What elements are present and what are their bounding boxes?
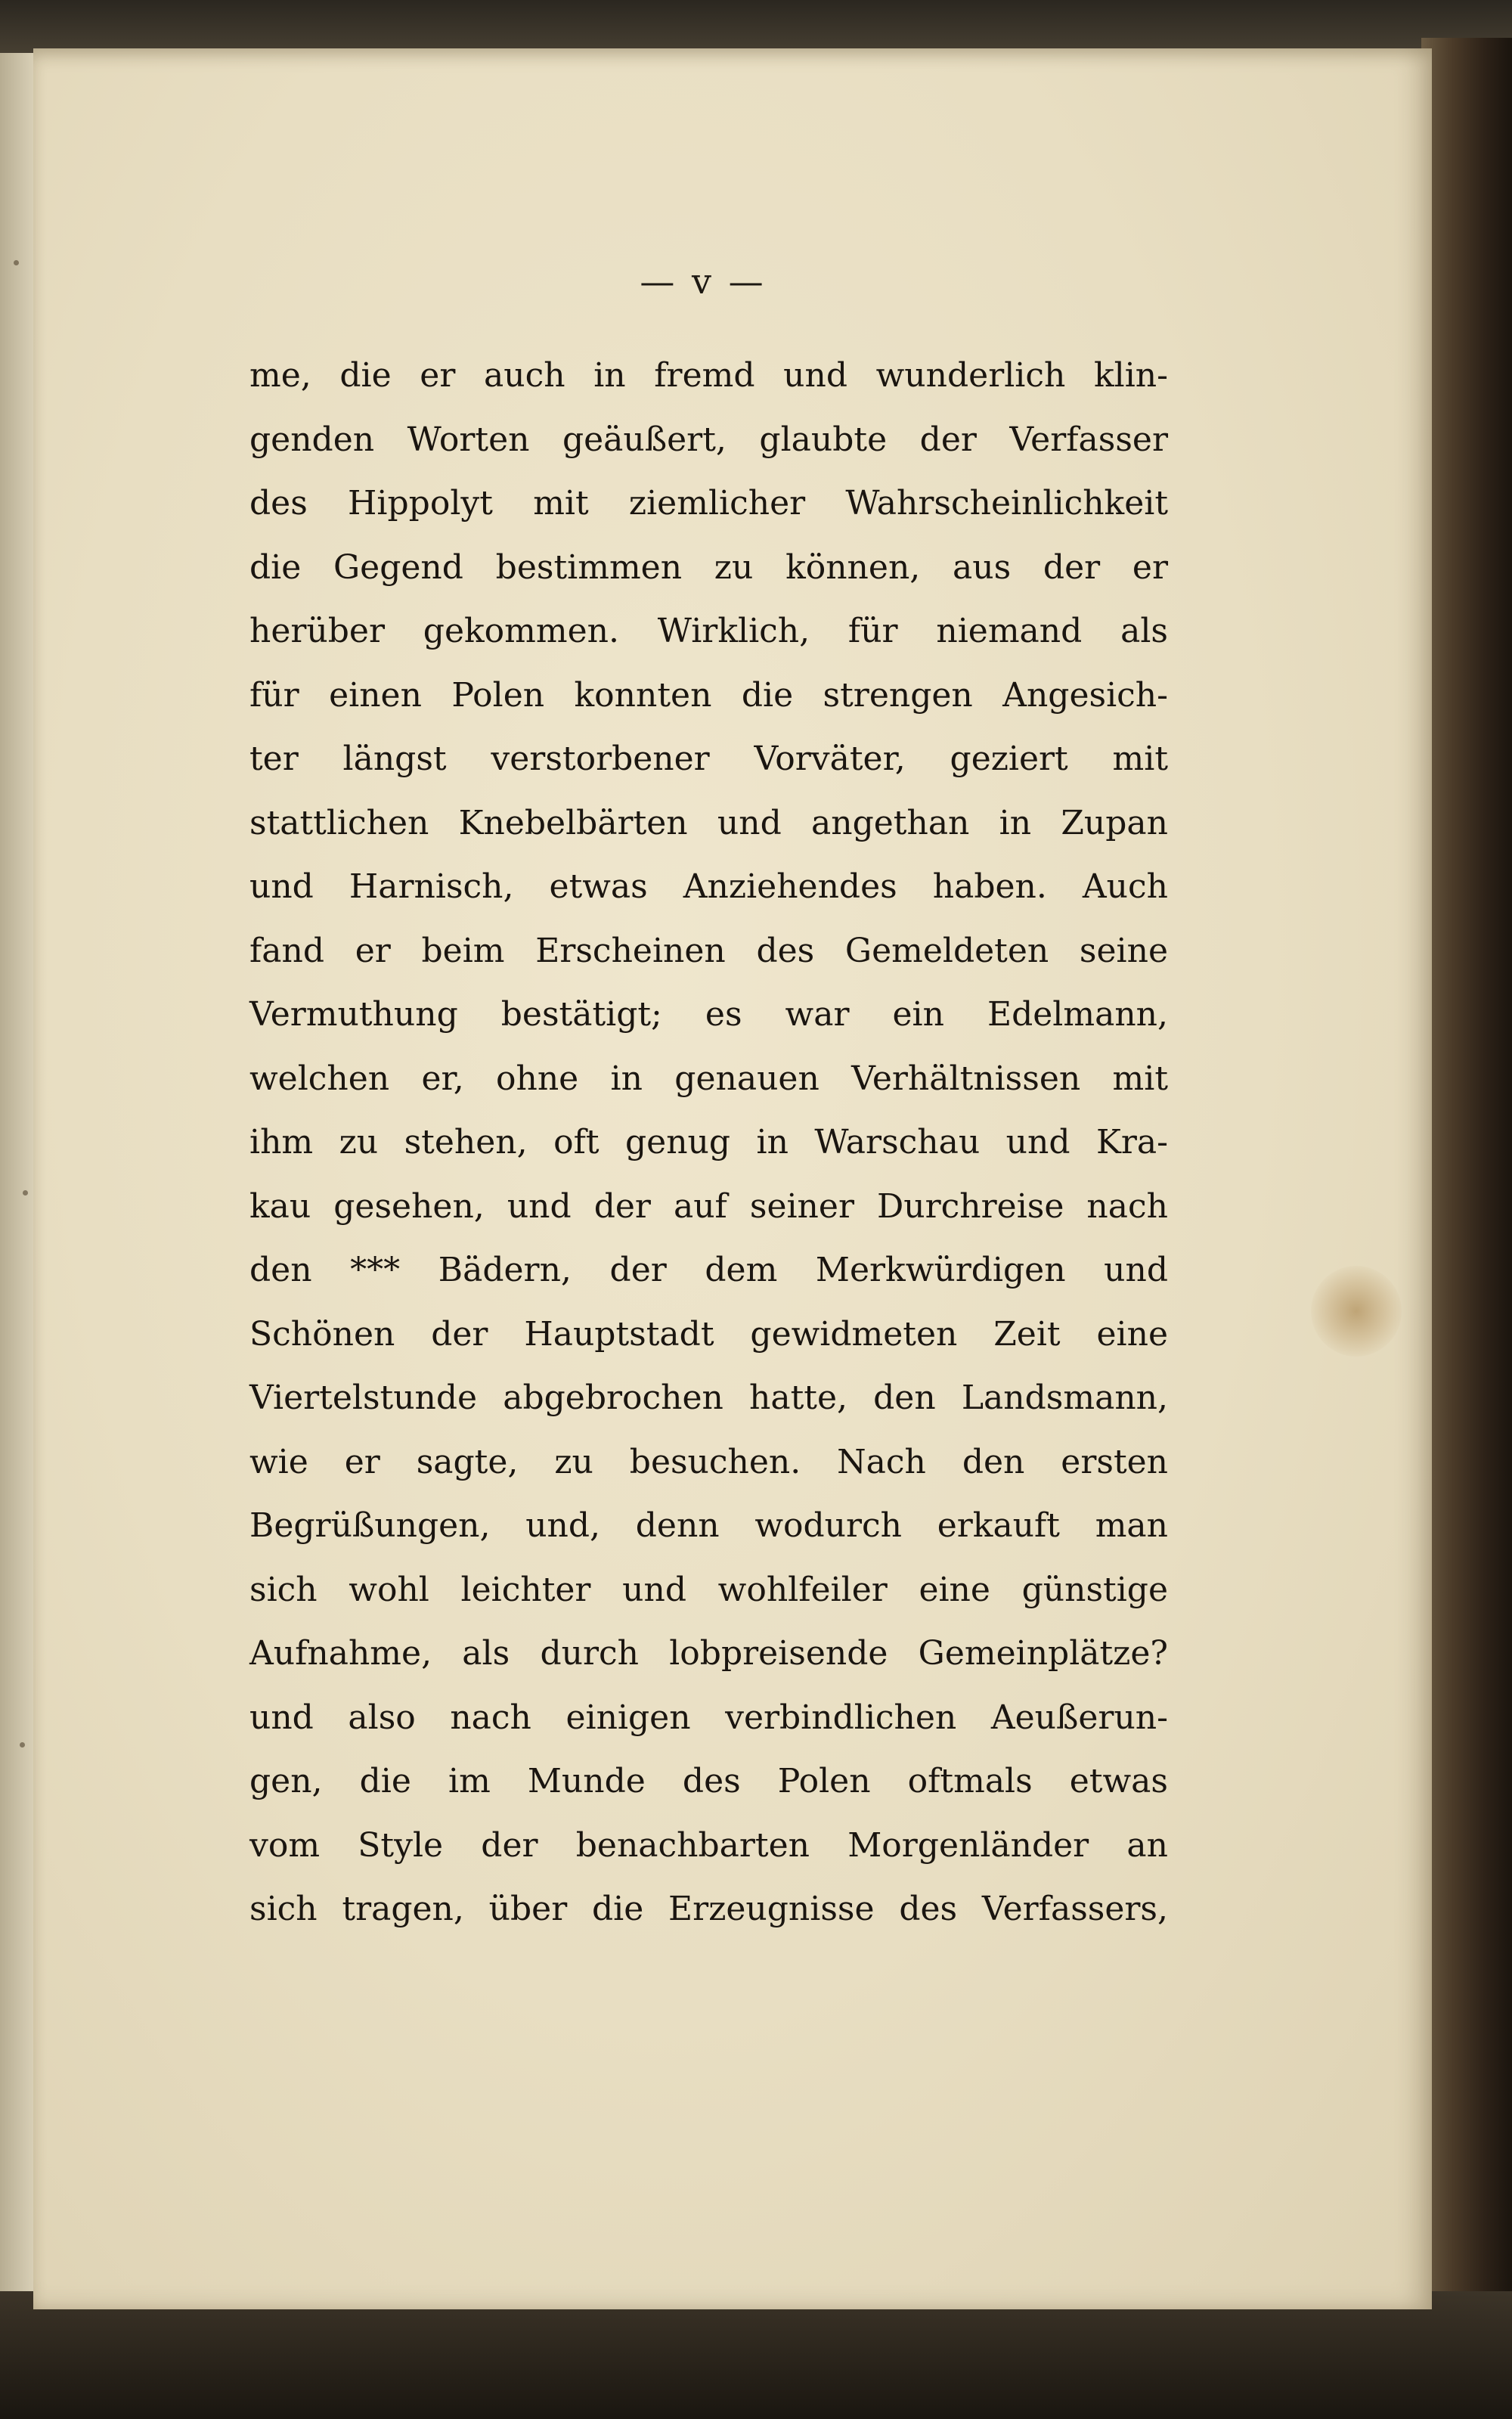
- text-line: Schönen der Hauptstadt gewidmeten Zeit eine: [249, 1314, 1168, 1354]
- text-line: Aufnahme, als durch lobpreisende Gemeinplätze?: [249, 1634, 1168, 1673]
- text-line: welchen er, ohne in genauen Verhältnissen mit: [249, 1059, 1168, 1098]
- text-line: kau gesehen, und der auf seiner Durchreise nach: [249, 1186, 1168, 1226]
- text-line: wie er sagte, zu besuchen. Nach den ersten: [249, 1442, 1168, 1481]
- text-line: und Harnisch, etwas Anziehendes haben. Auch: [249, 867, 1168, 906]
- page-body-text: [249, 344, 1168, 1942]
- text-line: die Gegend bestimmen zu können, aus der er: [249, 547, 1168, 587]
- text-line: ter längst verstorbener Vorväter, geziert mit: [249, 740, 1168, 778]
- text-line: den *** Bädern, der dem Merkwürdigen und: [249, 1251, 1168, 1289]
- text-line: ihm zu stehen, oft genug in Warschau und Kra-: [249, 1123, 1168, 1161]
- paper-speck: [20, 1742, 25, 1748]
- text-line: sich tragen, über die Erzeugnisse des Verfassers,: [249, 1890, 1168, 1928]
- text-line: gen, die im Munde des Polen oftmals etwas: [249, 1762, 1168, 1800]
- text-line: fand er beim Erscheinen des Gemeldeten seine: [249, 931, 1168, 970]
- paper-speck: [14, 260, 19, 265]
- text-line: sich wohl leichter und wohlfeiler eine günstige: [249, 1570, 1168, 1609]
- text-line: für einen Polen konnten die strengen Angesich-: [249, 675, 1168, 715]
- facing-page-edge: [0, 53, 33, 2382]
- page-number: — v —: [640, 261, 767, 302]
- paper-speck: [23, 1190, 28, 1196]
- text-line: genden Worten geäußert, glaubte der Verfasser: [249, 420, 1168, 459]
- paper-stain: [1311, 1266, 1402, 1357]
- text-line: Begrüßungen, und, denn wodurch erkauft man: [249, 1506, 1168, 1545]
- text-line: herüber gekommen. Wirklich, für niemand als: [249, 612, 1168, 650]
- text-line: Viertelstunde abgebrochen hatte, den Landsmann,: [249, 1379, 1168, 1417]
- text-line: Vermuthung bestätigt; es war ein Edelmann,: [249, 995, 1168, 1034]
- book-binding: [1421, 38, 1512, 2367]
- text-line: des Hippolyt mit ziemlicher Wahrscheinlichkeit: [249, 484, 1168, 523]
- scan-bottom-edge: [0, 2291, 1512, 2419]
- text-line: me, die er auch in fremd und wunderlich klin-: [249, 356, 1168, 395]
- text-line: stattlichen Knebelbärten und angethan in Zupan: [249, 803, 1168, 842]
- text-line: und also nach einigen verbindlichen Aeußerun-: [249, 1698, 1168, 1737]
- text-line: vom Style der benachbarten Morgenländer an: [249, 1825, 1168, 1865]
